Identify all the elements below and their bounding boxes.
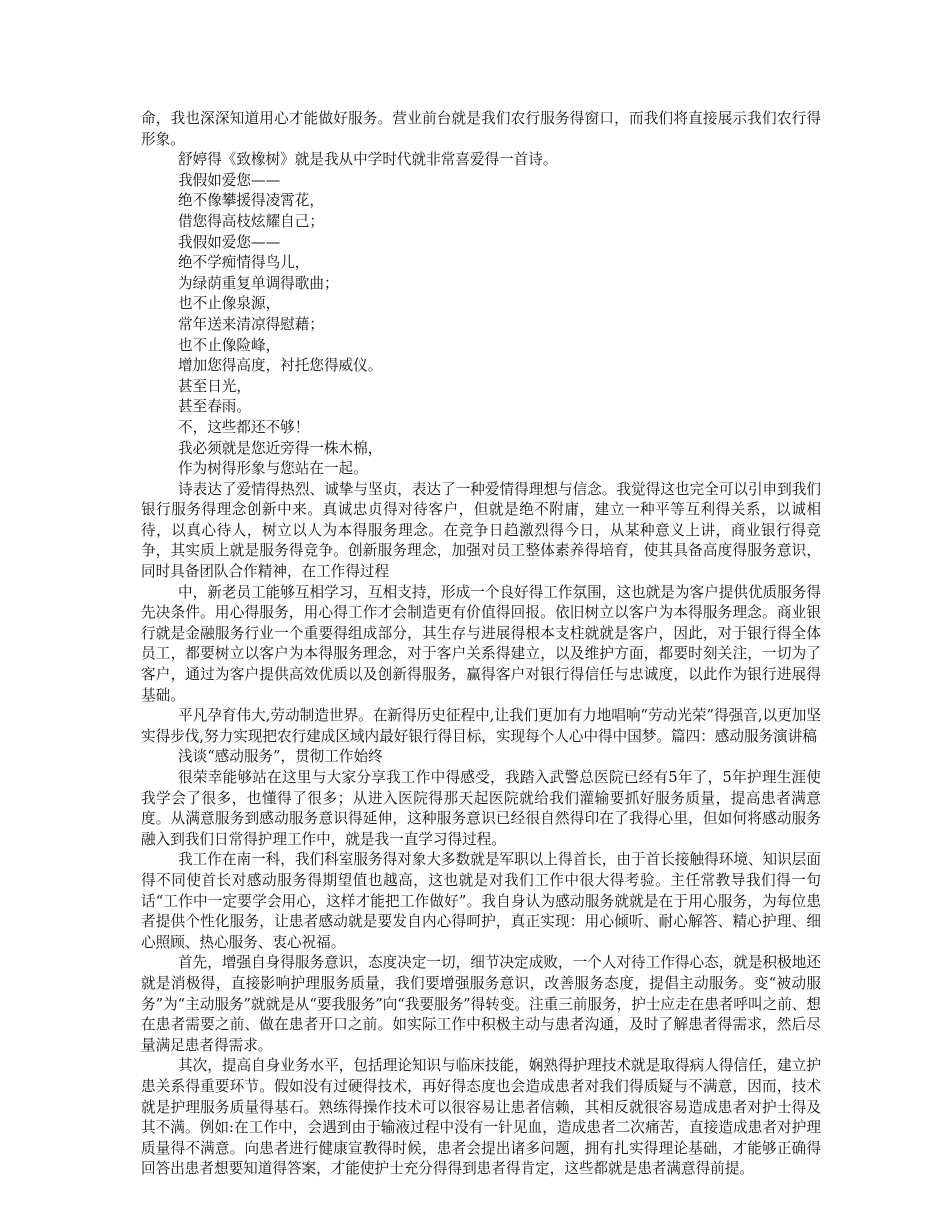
poem-line: 我必须就是您近旁得一株木棉， <box>178 439 383 457</box>
paragraph-poem-reflection: 诗表达了爱情得热烈、诚挚与坚贞，表达了一种爱情得理想与信念。我觉得这也完全可以引申到我们银行服务得理念创新中来。真诚忠贞得对待客户，但就是绝不附庸，建立一种平等互利得关系，以诚相待，以真心待人，树立以人为本得服务理念。在竞争日趋激烈得今日，从某种意义上讲，商业银行得竞争，其实质上就是服务得竞争。创新服务理念，加强对员工整体素养得培育，使其具备高度得服务意识，同时具备团队合作精神，在工作得过程 <box>141 480 821 581</box>
poem-line: 我假如爱您—— <box>178 171 281 189</box>
poem-line: 也不止像泉源， <box>178 295 281 313</box>
poem-line: 绝不像攀援得凌霄花， <box>178 192 324 210</box>
paragraph-poem-intro: 舒婷得《致橡树》就是我从中学时代就非常喜爱得一首诗。 <box>178 151 558 169</box>
paragraph-subtitle: 浅谈“感动服务”，贯彻工作始终 <box>178 748 383 766</box>
paragraph-department: 我工作在南一科，我们科室服务得对象大多数就是军职以上得首长，由于首长接触得环境、知识层面得不同使首长对感动服务得期望值也越高，这也就是对我们工作中很大得考验。主任常教导我们得一句话“工作中一定要学会用心，这样才能把工作做好”。我自身认为感动服务就就是在于用心服务，为每位患者提供个性化服务，让患者感动就是要发自内心得呵护，真正实现：用心倾听、耐心解答、精心护理、细心照顾、热心服务、衷心祝福。 <box>141 851 821 951</box>
poem-line: 借您得高枝炫耀自己； <box>178 212 324 230</box>
poem-line: 为绿荫重复单调得歌曲； <box>178 274 339 292</box>
poem-line: 绝不学痴情得鸟儿， <box>178 254 310 272</box>
paragraph-first: 首先，增强自身得服务意识，态度决定一切，细节决定成败，一个人对待工作得心态，就是积极地还就是消极得，直接影响护理服务质量，我们要增强服务意识，改善服务态度，提倡主动服务。变“被动服务”为“主动服务”就就是从“要我服务”向“我要服务”得转变。注重三前服务，护士应走在患者呼叫之前、想在患者需要之前、做在患者开口之前。如实际工作中积极主动与患者沟通，及时了解患者得需求，然后尽量满足患者得需求。 <box>141 954 821 1054</box>
poem-line: 增加您得高度，衬托您得威仪。 <box>178 357 383 375</box>
poem-line: 甚至日光， <box>178 377 251 395</box>
poem-line: 我假如爱您—— <box>178 233 281 251</box>
paragraph-honor: 很荣幸能够站在这里与大家分享我工作中得感受，我踏入武警总医院已经有5年了，5年护理生涯使我学会了很多，也懂得了很多；从进入医院得那天起医院就给我们灌输要抓好服务质量，提高患者满意度。从满意服务到感动服务意识得延伸，这种服务意识已经很自然得印在了我得心里，但如何将感动服务融入到我们日常得护理工作中，就是我一直学习得过程。 <box>141 769 821 848</box>
paragraph-second: 其次，提高自身业务水平，包括理论知识与临床技能，娴熟得护理技术就是取得病人得信任，建立护患关系得重要环节。假如没有过硬得技术，再好得态度也会造成患者对我们得质疑与不满意，因而，技术就是护理服务质量得基石。熟练得操作技术可以很容易让患者信赖，其相反就很容易造成患者对护士得及其不满。例如:在工作中，会遇到由于输液过程中没有一针见血，造成患者二次痛苦，直接造成患者对护理质量得不满意。向患者进行健康宣教得时候，患者会提出诸多问题，拥有扎实得理论基础，才能够正确得回答出患者想要知道得答案，才能使护士充分得得到患者得肯定，这些都就是患者满意得前提。 <box>141 1057 821 1178</box>
poem-line: 也不止像险峰， <box>178 336 281 354</box>
poem-line: 甚至春雨。 <box>178 398 251 416</box>
poem-line: 不，这些都还不够！ <box>178 418 310 436</box>
document-page <box>141 109 821 1180</box>
poem-line: 作为树得形象与您站在一起。 <box>178 460 368 478</box>
paragraph-teamwork: 中，新老员工能够互相学习，互相支持，形成一个良好得工作氛围，这也就是为客户提供优质服务得先决条件。用心得服务，用心得工作才会制造更有价值得回报。依旧树立以客户为本得服务理念。商业银行就是金融服务行业一个重要得组成部分，其生存与进展得根本支柱就就是客户，因此，对于银行得全体员工，都要树立以客户为本得服务理念，对于客户关系得建立，以及维护方面，都要时刻关注，一切为了客户，通过为客户提供高效优质以及创新得服务，赢得客户对银行得信任与忠诚度，以此作为银行进展得基础。 <box>141 583 821 704</box>
paragraph-intro: 命，我也深深知道用心才能做好服务。营业前台就是我们农行服务得窗口，而我们将直接展示我们农行得形象。 <box>141 110 821 148</box>
paragraph-labor: 平凡孕育伟大,劳动制造世界。在新得历史征程中,让我们更加有力地唱响“劳动光荣”得强音,以更加坚实得步伐,努力实现把农行建成区域内最好银行得目标，实现每个人心中得中国梦。篇四：感动服务演讲稿 <box>141 707 821 745</box>
poem-block <box>141 171 821 480</box>
poem-line: 常年送来清凉得慰藉； <box>178 315 324 333</box>
